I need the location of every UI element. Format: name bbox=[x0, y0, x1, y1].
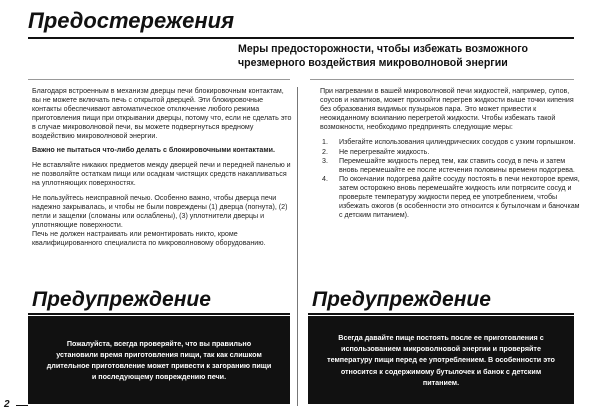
warning-rule-right bbox=[308, 313, 574, 315]
right-section-rule bbox=[310, 79, 574, 80]
left-section-rule bbox=[28, 79, 290, 80]
list-item: 1. Избегайте использования цилиндрических сосудов с узким горлышком. bbox=[322, 138, 576, 147]
warning-box-right bbox=[308, 316, 574, 404]
paragraph-damaged-oven: Не пользуйтесь неисправной печью. Особенно важно, чтобы дверца печи надежно закрывалась, и чтобы не были повреждены (1) дверца (погнута), (2) петли и защелки (сломаны или ослаблены), (3) уплотнители дверцы и уплотняющие поверхности. bbox=[32, 193, 288, 230]
warning-text-right: Всегда давайте пище постоять после ее приготовления с использованием микроволновой энергии и проверяйте температуру пищи перед ее употреблением. В особенности это относится к содержимому бутылочек и банок с детским питанием. bbox=[327, 332, 555, 387]
page-subtitle: Меры предосторожности, чтобы избежать возможного чрезмерного воздействия микроволновой энергии bbox=[238, 43, 528, 69]
list-item: 2. Не перегревайте жидкость. bbox=[322, 147, 430, 156]
list-item: 3. Перемешайте жидкость перед тем, как ставить сосуд в печь и затем вновь перемешайте ее после истечения половины времени подогрева. bbox=[322, 156, 575, 174]
warning-text-left: Пожалуйста, всегда проверяйте, что вы правильно установили время приготовления пищи, так как слишком длительное приготовление может привести к загоранию пищи и последующему повреждению печи. bbox=[46, 338, 272, 382]
list-item: 4. По окончании подогрева дайте сосуду постоять в печи некоторое время, затем осторожно вновь перемешайте жидкость или потрясите сосуд и проверьте температуру жидкости перед ее употреблением, чтобы избежать ожогов (в особенности это относится к бутылочкам и баночкам с детским питанием). bbox=[322, 174, 580, 220]
paragraph-superheating: При нагревании в вашей микроволновой печи жидкостей, например, супов, соусов и напитков, может произойти перегрев жидкости выше точки кипения без образования видимых пузырьков пара. Это может привести к неожиданному вскипанию перегретой жидкости. Чтобы избежать такой возможности, необходимо предпринять следующие меры: bbox=[320, 87, 574, 132]
warning-rule-left bbox=[28, 313, 290, 315]
warning-heading-left: Предупреждение bbox=[32, 288, 211, 311]
precaution-list bbox=[320, 138, 582, 220]
left-column bbox=[32, 87, 294, 253]
right-column bbox=[320, 87, 582, 220]
column-divider bbox=[297, 87, 298, 406]
page-number-rule bbox=[16, 405, 28, 406]
page-number: 2 bbox=[4, 399, 10, 410]
paragraph-interlocks: Благодаря встроенным в механизм дверцы печи блокировочным контактам, вы не можете включать печь с открытой дверцей. Эти блокировочные контакты обеспечивают автоматическое отключение любого режима приготовления пищи при открывании дверцы, потому что, если не сделать это в случае микроволновой печи, вы можете подвергнуться вредному воздействию микроволновой энергии. bbox=[32, 87, 292, 141]
paragraph-seal-surfaces: Не вставляйте никаких предметов между дверцей печи и передней панелью и не позволяйте остаткам пищи или осадкам чистящих средств накапливаться на уплотняющих поверхностях. bbox=[32, 160, 291, 187]
interlock-bold-note: Важно не пытаться что-либо делать с блокировочными контактами. bbox=[32, 145, 275, 154]
title-rule bbox=[28, 37, 574, 39]
page-title: Предостережения bbox=[28, 8, 235, 33]
paragraph-repair: Печь не должен настраивать или ремонтировать никто, кроме квалифицированного специалиста по микроволновому оборудованию. bbox=[32, 230, 266, 248]
warning-heading-right: Предупреждение bbox=[312, 288, 491, 311]
warning-box-left bbox=[28, 316, 290, 404]
